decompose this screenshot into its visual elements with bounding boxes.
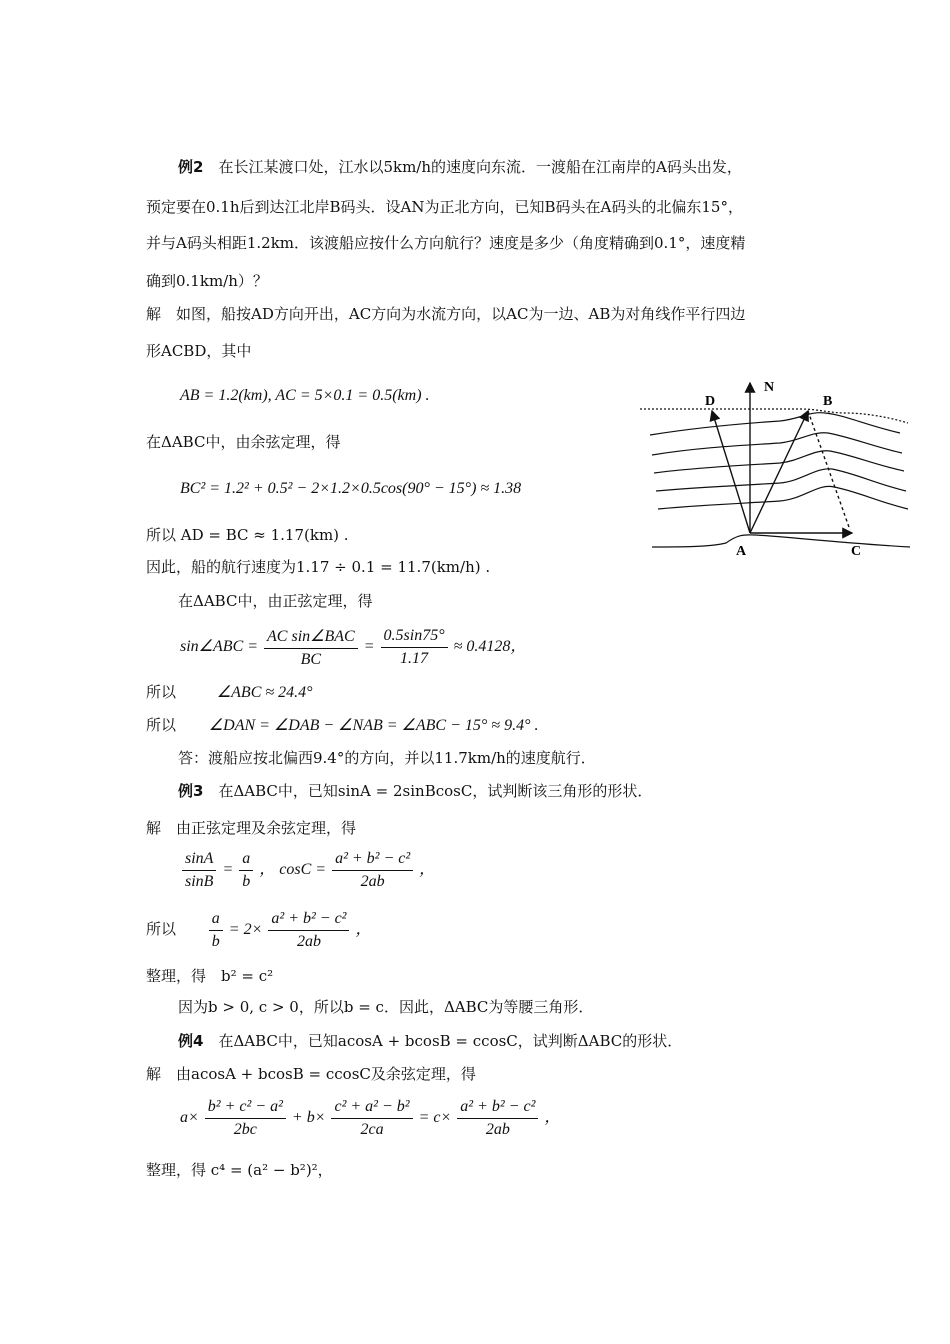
sol2-line-1: 解 如图，船按AD方向开出，AC方向为水流方向，以AC为一边、AB为对角线作平行四边 xyxy=(146,305,746,323)
ex4-sol-1: 解 由acosA + bcosB = ccosC及余弦定理，得 xyxy=(146,1065,476,1083)
south-bank-line xyxy=(652,535,910,547)
ex2-line-1: 例2 在长江某渡口处，江水以5km/h的速度向东流．一渡船在江南岸的A码头出发， xyxy=(178,158,742,176)
sol2-line-8: 所以 ∠DAN = ∠DAB − ∠NAB = ∠ABC − 15° ≈ 9.4° . xyxy=(146,716,539,734)
ex2-label: 例2 xyxy=(178,158,204,176)
sol2-eq-2: BC² = 1.2² + 0.5² − 2×1.2×0.5cos(90° − 15°) ≈ 1.38 xyxy=(180,480,522,497)
segment-bc xyxy=(808,411,850,530)
label-a: A xyxy=(736,544,747,559)
ex4-eq-1: a× $\frac{\text{b² + c² − a²}}{2bc}$ + b× $\frac{\text{c² + a² − b²}}{2ca}$ = c× $\frac{\text{a² + b² − c²}}{2ab}$ ， xyxy=(180,1098,561,1138)
ex3-eq-1: $\frac{\sin A}{\sin B}$ = $\frac{a}{b}$ ， cosC = $\frac{\text{a² + b² − c²}}{2ab}$ ， xyxy=(180,850,435,891)
sol2-line-7: 所以 ∠ABC ≈ 24.4° xyxy=(146,683,313,701)
sol2-line-4: 所以 AD = BC ≈ 1.17(km) . xyxy=(146,526,349,544)
sol2-line-2: 形ACBD，其中 xyxy=(146,342,252,360)
sol2-eq-3: sin∠ABC = $\frac{\text{AC sin∠BAC}}{BC}$ = $\frac{0.5\sin 75^\circ}{1.17}$ ≈ 0.4128， xyxy=(180,627,527,668)
ex2-line-2: 预定要在0.1h后到达江北岸B码头．设AN为正北方向，已知B码头在A码头的北偏东15°， xyxy=(146,198,743,216)
current-line-4 xyxy=(656,469,906,491)
label-c: C xyxy=(851,544,862,559)
current-line-3 xyxy=(654,451,904,473)
current-line-1 xyxy=(650,413,900,435)
ex2-line-4: 确到0.1km/h）？ xyxy=(146,272,268,290)
sol2-eq-1: AB = 1.2(km), AC = 5×0.1 = 0.5(km) . xyxy=(180,387,430,404)
ex4-line-1: 例4 在ΔABC中，已知acosA + bcosB = ccosC，试判断ΔABC的形状． xyxy=(178,1032,683,1050)
ex4-label: 例4 xyxy=(178,1032,204,1050)
label-d: D xyxy=(705,394,716,409)
ex2-line-3: 并与A码头相距1.2km．该渡船应按什么方向航行？速度是多少（角度精确到0.1°，速度精 xyxy=(146,234,746,252)
label-n: N xyxy=(764,380,775,395)
ex3-sol-4: 因为b > 0, c > 0，所以b = c．因此，ΔABC为等腰三角形． xyxy=(178,998,594,1016)
current-line-5 xyxy=(658,486,908,509)
river-diagram xyxy=(640,375,920,560)
current-line-2 xyxy=(652,433,902,455)
ex3-eq-2: 所以 $\frac{a}{b}$ = 2× $\frac{\text{a² + b² − c²}}{2ab}$ ， xyxy=(146,910,372,950)
sol2-line-6: 在ΔABC中，由正弦定理，得 xyxy=(178,592,373,610)
ex3-sol-1: 解 由正弦定理及余弦定理，得 xyxy=(146,819,357,837)
ex3-sol-3: 整理，得 b² = c² xyxy=(146,967,274,985)
vector-ab xyxy=(750,411,808,533)
ex3-line-1: 例3 在ΔABC中，已知sinA = 2sinBcosC，试判断该三角形的形状． xyxy=(178,782,653,800)
ex3-label: 例3 xyxy=(178,782,204,800)
sol2-line-5: 因此，船的航行速度为1.17 ÷ 0.1 = 11.7(km/h) . xyxy=(146,558,491,576)
vector-ad xyxy=(712,411,750,533)
ex4-sol-2: 整理，得 c⁴ = (a² − b²)²， xyxy=(146,1161,333,1179)
label-b: B xyxy=(823,394,833,409)
sol2-line-3: 在ΔABC中，由余弦定理，得 xyxy=(146,433,341,451)
sol2-answer: 答：渡船应按北偏西9.4°的方向，并以11.7km/h的速度航行． xyxy=(178,749,596,767)
